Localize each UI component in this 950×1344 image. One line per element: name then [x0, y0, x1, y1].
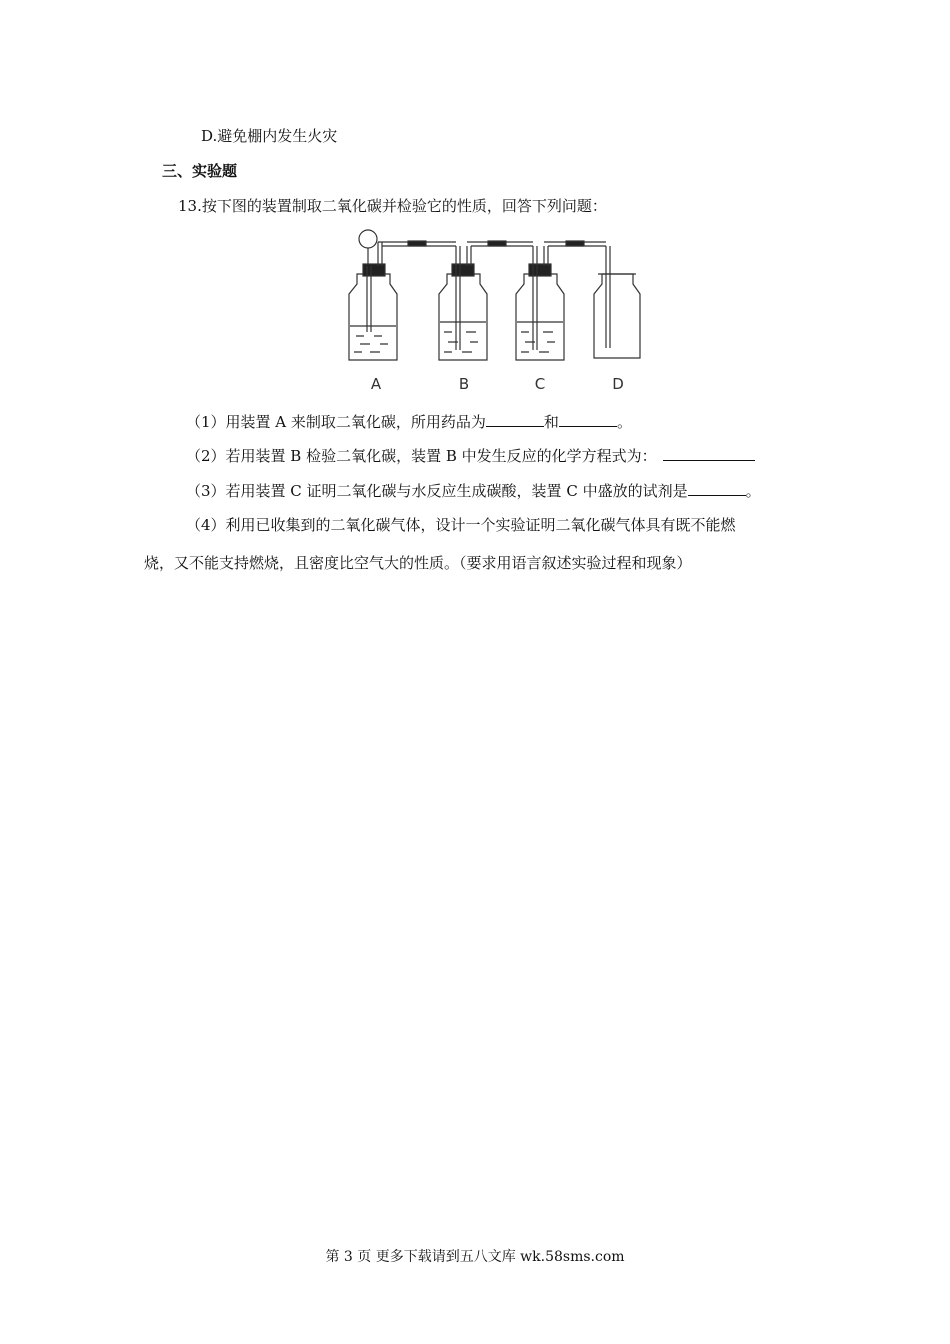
sub-question-4-line-2: 烧，又不能支持燃烧，且密度比空气大的性质。（要求用语言叙述实验过程和现象）: [144, 554, 692, 572]
sub-question-3: [186, 481, 761, 501]
sub-question-2: [186, 446, 755, 466]
bottle-c: [516, 246, 564, 360]
co2-apparatus-diagram: [330, 222, 650, 394]
q1-prefix: （1）用装置 A 来制取二氧化碳，所用药品为: [186, 413, 486, 431]
section-title: 三、实验题: [162, 162, 238, 180]
answer-blank-3[interactable]: [663, 446, 755, 461]
answer-blank-2[interactable]: [559, 412, 617, 427]
page-footer: 第 3 页 更多下载请到五八文库 wk.58sms.com: [325, 1249, 625, 1265]
answer-blank-4[interactable]: [688, 481, 746, 496]
sub-question-1: [186, 412, 632, 432]
q2-prefix: （2）若用装置 B 检验二氧化碳，装置 B 中发生反应的化学方程式为：: [186, 447, 657, 465]
q3-suffix: 。: [745, 482, 761, 500]
sub-question-4-line-1: （4）利用已收集到的二氧化碳气体，设计一个实验证明二氧化碳气体具有既不能燃: [186, 516, 736, 534]
q1-suffix: 。: [616, 413, 632, 431]
q1-mid: 和: [543, 413, 559, 431]
label-a: A: [370, 375, 382, 393]
bottle-a: [349, 230, 397, 360]
bottle-d: [594, 246, 640, 358]
question-13: 13.按下图的装置制取二氧化碳并检验它的性质，回答下列问题：: [178, 197, 607, 215]
q3-prefix: （3）若用装置 C 证明二氧化碳与水反应生成碳酸，装置 C 中盛放的试剂是: [186, 482, 688, 500]
label-c: C: [534, 375, 546, 393]
option-d: D.避免棚内发生火灾: [201, 127, 338, 145]
label-d: D: [612, 375, 624, 393]
answer-blank-1[interactable]: [486, 412, 544, 427]
bottle-b: [439, 246, 487, 360]
label-b: B: [458, 375, 470, 393]
